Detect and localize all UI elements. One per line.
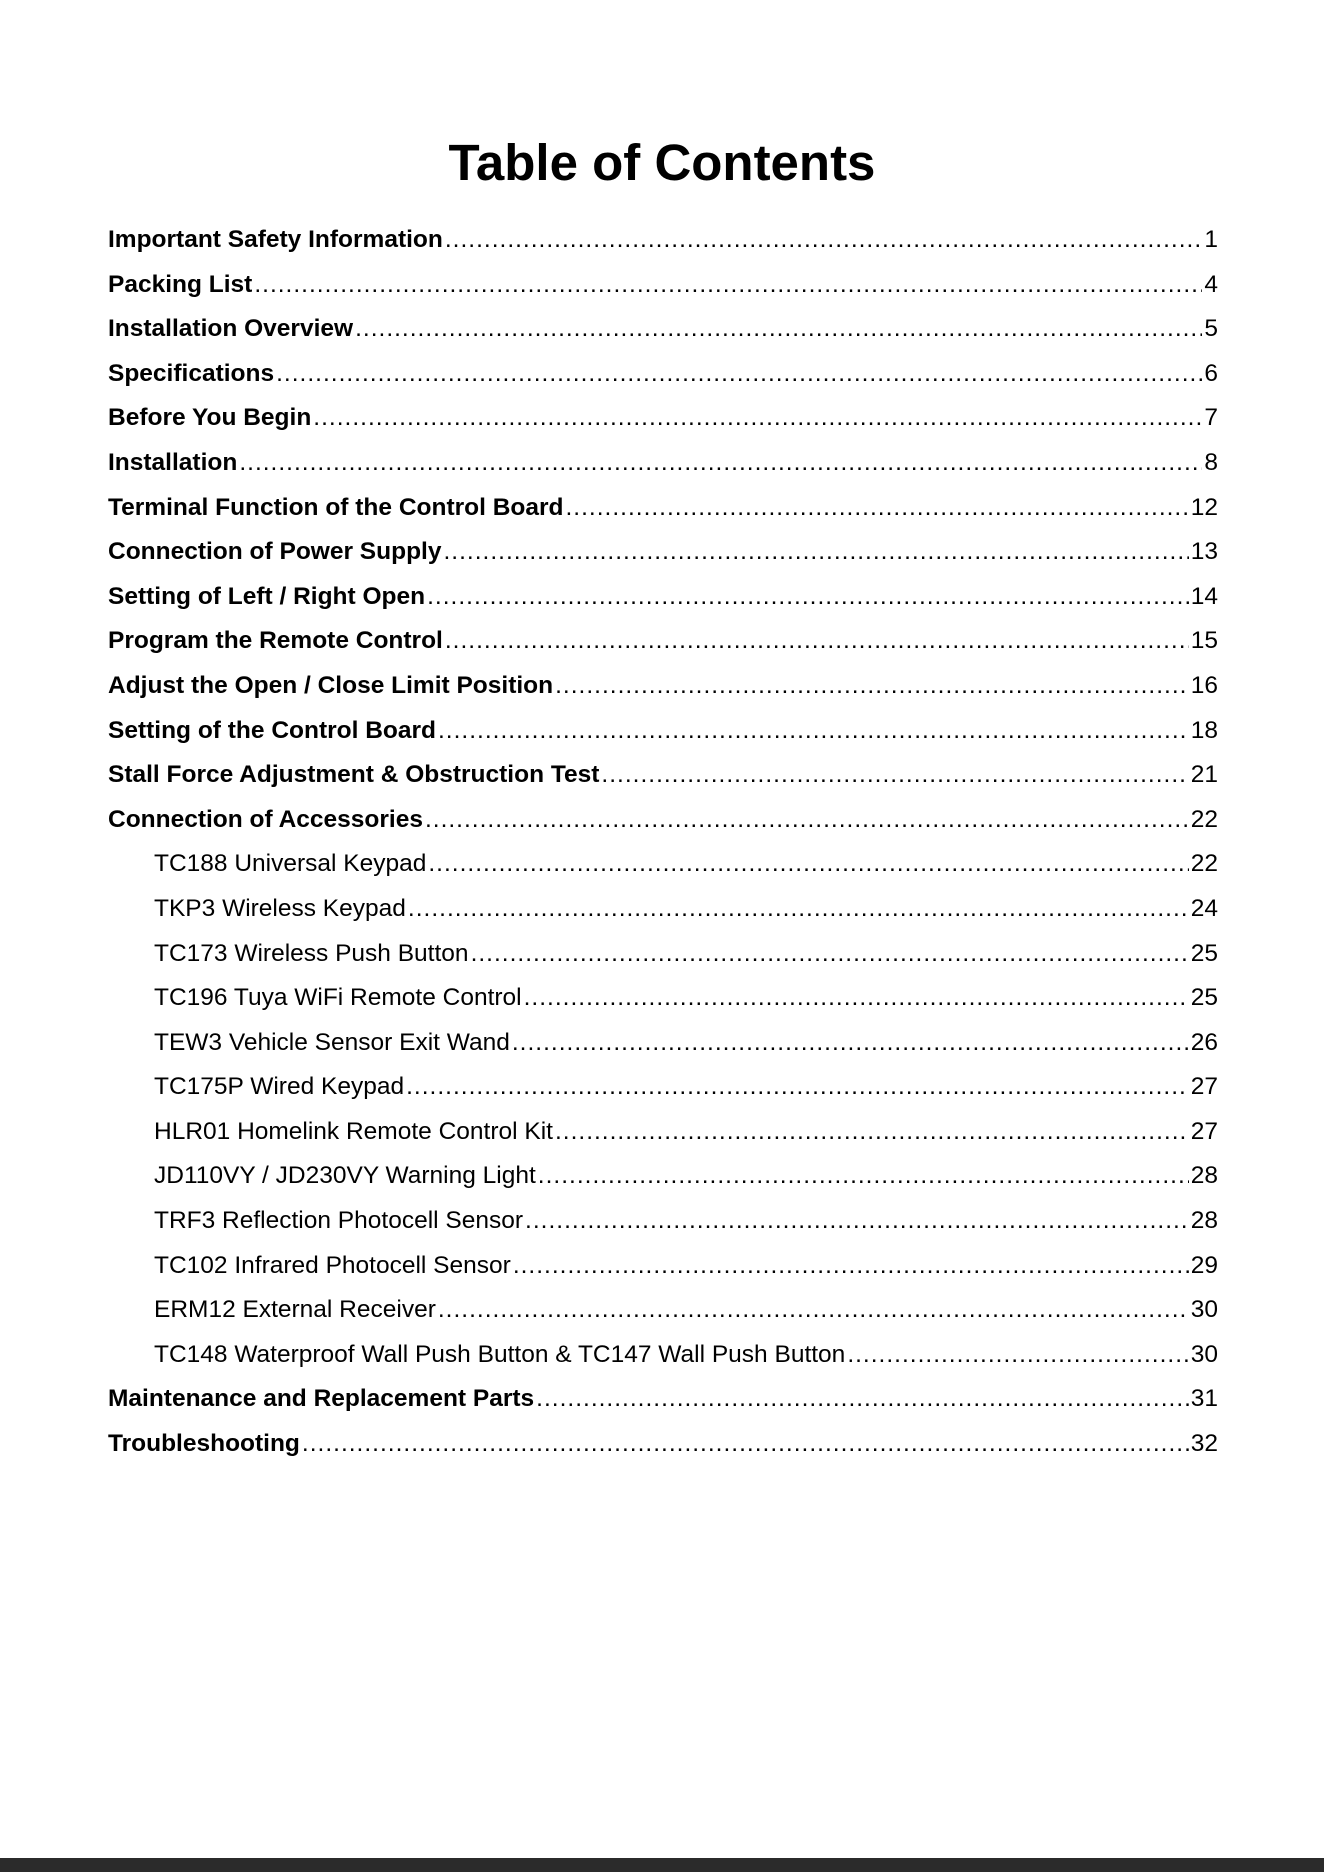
dot-leader [302, 1422, 1189, 1467]
toc-page-number: 8 [1204, 448, 1218, 476]
toc-page-number: 26 [1190, 1028, 1218, 1056]
toc-subentry[interactable] [108, 1288, 1218, 1333]
toc-page-number: 7 [1204, 404, 1218, 432]
toc-entry-title: HLR01 Homelink Remote Control Kit [154, 1117, 553, 1145]
toc-subentry[interactable] [108, 1021, 1218, 1066]
toc-entry[interactable] [108, 575, 1218, 620]
toc-subentry[interactable] [108, 887, 1218, 932]
dot-leader [445, 218, 1203, 263]
dot-leader [408, 887, 1189, 932]
toc-entry-title: TRF3 Reflection Photocell Sensor [154, 1207, 524, 1235]
toc-page-number: 14 [1190, 582, 1218, 610]
toc-page-number: 30 [1190, 1340, 1218, 1368]
dot-leader [512, 1021, 1189, 1066]
toc-entry[interactable] [108, 396, 1218, 441]
dot-leader [471, 932, 1189, 977]
dot-leader [566, 486, 1189, 531]
toc-entry[interactable] [108, 486, 1218, 531]
toc-subentry[interactable] [108, 1333, 1218, 1378]
toc-page-number: 22 [1190, 850, 1218, 878]
page-title: Table of Contents [448, 134, 876, 191]
toc-entry-title: Maintenance and Replacement Parts [108, 1385, 535, 1413]
toc-entry-title: Installation Overview [108, 315, 354, 343]
toc-page-number: 24 [1190, 894, 1218, 922]
toc-page-number: 27 [1190, 1117, 1218, 1145]
toc-page-number: 30 [1190, 1296, 1218, 1324]
toc-page-number: 27 [1190, 1073, 1218, 1101]
toc-entry[interactable] [108, 263, 1218, 308]
toc-page-number: 28 [1190, 1162, 1218, 1190]
dot-leader [438, 1288, 1189, 1333]
toc-subentry[interactable] [108, 1110, 1218, 1155]
toc-entry-title: Important Safety Information [108, 226, 443, 253]
dot-leader [425, 798, 1189, 843]
dot-leader [443, 530, 1188, 575]
toc-page-number: 16 [1190, 671, 1218, 699]
dot-leader [254, 263, 1202, 308]
toc-entry[interactable] [108, 218, 1218, 263]
toc-subentry[interactable] [108, 1065, 1218, 1110]
toc-entry-title: Program the Remote Control [108, 627, 443, 655]
toc-page-number: 29 [1190, 1251, 1218, 1279]
toc-entry[interactable] [108, 530, 1218, 575]
toc-entry-title: TC188 Universal Keypad [154, 850, 427, 878]
dot-leader [513, 1244, 1189, 1289]
toc-entry-title: Connection of Accessories [108, 805, 423, 833]
toc-entry[interactable] [108, 753, 1218, 798]
dot-leader [276, 352, 1202, 397]
dot-leader [536, 1377, 1189, 1422]
toc-entry-title: Terminal Function of the Control Board [108, 493, 564, 521]
toc-page-number: 18 [1190, 716, 1218, 744]
toc-page-number: 25 [1190, 939, 1218, 967]
toc-entry-title: Setting of Left / Right Open [108, 582, 426, 610]
toc-page-number: 4 [1204, 270, 1218, 298]
toc-list [108, 218, 1218, 1467]
dot-leader [525, 1199, 1189, 1244]
toc-page-number: 32 [1190, 1430, 1218, 1458]
toc-entry[interactable] [108, 798, 1218, 843]
dot-leader [555, 1110, 1189, 1155]
toc-entry-title: TKP3 Wireless Keypad [154, 894, 406, 922]
toc-entry-title: Adjust the Open / Close Limit Position [108, 671, 554, 699]
dot-leader [438, 709, 1189, 754]
dot-leader [445, 619, 1189, 664]
toc-entry[interactable] [108, 441, 1218, 486]
dot-leader [239, 441, 1202, 486]
dot-leader [555, 664, 1189, 709]
toc-page-number: 28 [1190, 1207, 1218, 1235]
toc-subentry[interactable] [108, 842, 1218, 887]
toc-page-number: 12 [1190, 493, 1218, 521]
toc-page-number: 15 [1190, 627, 1218, 655]
toc-entry-title: TEW3 Vehicle Sensor Exit Wand [154, 1028, 510, 1056]
toc-entry[interactable] [108, 664, 1218, 709]
toc-subentry[interactable] [108, 932, 1218, 977]
toc-entry-title: TC148 Waterproof Wall Push Button & TC147 Wall Push Button [154, 1340, 846, 1368]
toc-entry[interactable] [108, 352, 1218, 397]
toc-entry-title: JD110VY / JD230VY Warning Light [154, 1162, 536, 1190]
dot-leader [406, 1065, 1189, 1110]
toc-page-number: 5 [1204, 315, 1218, 343]
dot-leader [355, 307, 1202, 352]
toc-entry-title: TC173 Wireless Push Button [154, 939, 469, 967]
dot-leader [427, 575, 1189, 620]
dot-leader [313, 396, 1202, 441]
toc-entry-title: TC196 Tuya WiFi Remote Control [154, 984, 522, 1012]
toc-subentry[interactable] [108, 1154, 1218, 1199]
toc-page-number: 21 [1190, 761, 1218, 789]
toc-entry-title: Troubleshooting [108, 1430, 300, 1458]
toc-page-number: 22 [1190, 805, 1218, 833]
toc-subentry[interactable] [108, 1244, 1218, 1289]
dot-leader [524, 976, 1189, 1021]
toc-page-number: 6 [1204, 359, 1218, 387]
toc-page-number: 13 [1190, 538, 1218, 566]
toc-entry-title: Connection of Power Supply [108, 538, 442, 566]
toc-entry[interactable] [108, 1377, 1218, 1422]
toc-entry-title: TC175P Wired Keypad [154, 1073, 405, 1101]
toc-page-number: 31 [1190, 1385, 1218, 1413]
toc-subentry[interactable] [108, 1199, 1218, 1244]
toc-page-number: 25 [1190, 984, 1218, 1012]
dot-leader [601, 753, 1188, 798]
toc-entry-title: Before You Begin [108, 404, 312, 432]
toc-entry-title: TC102 Infrared Photocell Sensor [154, 1251, 511, 1279]
toc-entry-title: Specifications [108, 359, 275, 387]
toc-entry[interactable] [108, 1422, 1218, 1467]
dot-leader [538, 1154, 1189, 1199]
toc-entry-title: Packing List [108, 270, 253, 298]
bottom-border [0, 1858, 1324, 1872]
dot-leader [847, 1333, 1188, 1378]
toc-entry[interactable] [108, 619, 1218, 664]
toc-entry-title: Stall Force Adjustment & Obstruction Test [108, 761, 600, 789]
toc-entry[interactable] [108, 709, 1218, 754]
toc-entry-title: Installation [108, 448, 238, 476]
toc-subentry[interactable] [108, 976, 1218, 1021]
toc-entry[interactable] [108, 307, 1218, 352]
toc-entry-title: ERM12 External Receiver [154, 1296, 436, 1324]
toc-page-number: 1 [1204, 226, 1218, 253]
toc-entry-title: Setting of the Control Board [108, 716, 436, 744]
dot-leader [428, 842, 1188, 887]
